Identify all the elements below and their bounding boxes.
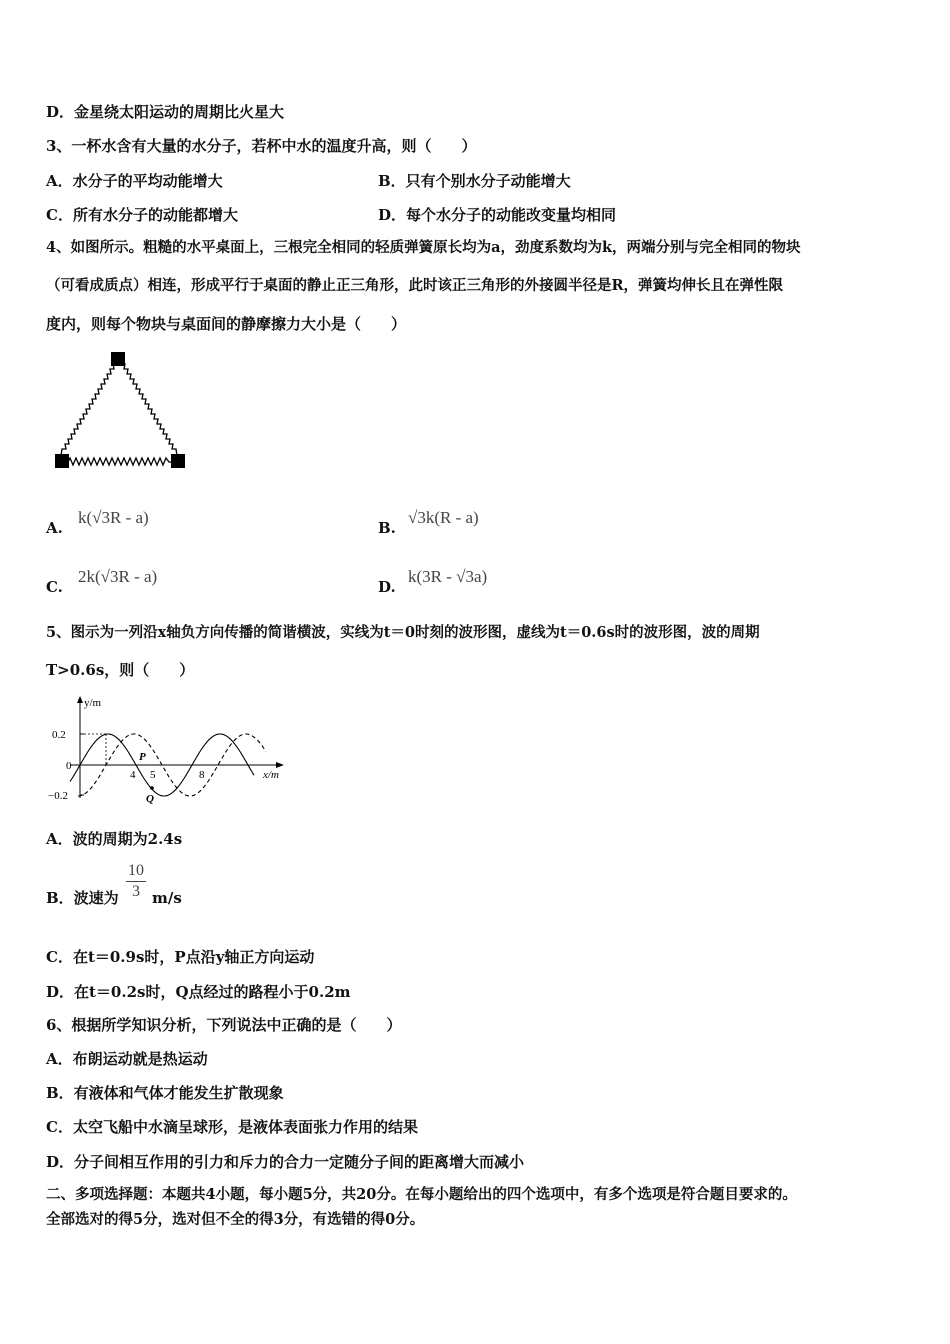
q2-option-d: D．金星绕太阳运动的周期比火星大 [46, 103, 285, 121]
left-block [55, 454, 69, 468]
q6-option-c: C．太空飞船中水滴呈球形，是液体表面张力作用的结果 [46, 1118, 418, 1136]
top-block [111, 352, 125, 366]
x-axis-arrow [276, 762, 284, 768]
q4-formula-a: k(√3R - a) [78, 508, 149, 527]
q5-option-a: A．波的周期为2.4s [46, 830, 183, 848]
q4-stem-line2: （可看成质点）相连，形成平行于桌面的静止正三角形，此时该正三角形的外接圆半径是R，弹簧均伸长且在弹性限 [46, 277, 784, 294]
q6-option-b: B．有液体和气体才能发生扩散现象 [46, 1084, 284, 1102]
point-q-label: Q [146, 793, 154, 805]
q4-stem-line3: 度内，则每个物块与桌面间的静摩擦力大小是（ ） [46, 315, 407, 333]
q4-label-a: A. [46, 519, 63, 537]
q4-label-b: B. [378, 519, 396, 537]
fraction-numerator: 10 [128, 862, 144, 879]
q4-formula-d: k(3R - √3a) [408, 567, 488, 586]
bottom-spring [62, 458, 176, 465]
wave-graph [44, 694, 294, 806]
point-q-marker [150, 786, 154, 790]
q5-option-b-fraction [124, 862, 148, 901]
section2-line1: 二、多项选择题：本题共4小题，每小题5分，共20分。在每小题给出的四个选项中，有多个选项是符合题目要求的。 [46, 1186, 797, 1203]
q4-stem-line1: 4、如图所示。粗糙的水平桌面上，三根完全相同的轻质弹簧原长均为a，劲度系数均为k，两端分别与完全相同的物块 [46, 239, 801, 256]
point-p-label: P [139, 751, 146, 763]
q3-stem: 3、一杯水含有大量的水分子，若杯中水的温度升高，则（ ） [46, 137, 477, 155]
y-axis-label: y/m [84, 697, 102, 709]
x-axis-label: x/m [263, 769, 279, 781]
right-spring [119, 360, 177, 456]
q3-option-a: A．水分子的平均动能增大 [46, 172, 223, 190]
q6-option-a: A．布朗运动就是热运动 [46, 1050, 208, 1068]
fraction-bar [126, 881, 146, 882]
q5-option-d: D．在t＝0.2s时，Q点经过的路程小于0.2m [46, 983, 351, 1001]
spring-triangle-figure [48, 348, 208, 478]
q5-option-b-prefix: B．波速为 [46, 889, 119, 907]
left-spring [61, 360, 119, 456]
y-tick-zero: 0 [66, 760, 72, 772]
q4-label-d: D. [378, 578, 396, 596]
q6-option-d: D．分子间相互作用的引力和斥力的合力一定随分子间的距离增大而减小 [46, 1153, 525, 1171]
q3-option-b: B．只有个别水分子动能增大 [378, 172, 571, 190]
section2-line2: 全部选对的得5分，选对但不全的得3分，有选错的得0分。 [46, 1211, 425, 1228]
y-tick-top: 0.2 [52, 729, 66, 741]
q3-option-d: D．每个水分子的动能改变量均相同 [378, 206, 617, 224]
q5-option-c: C．在t＝0.9s时，P点沿y轴正方向运动 [46, 948, 315, 966]
q5-stem-line2: T>0.6s，则（ ） [46, 661, 195, 679]
q4-label-c: C. [46, 578, 63, 596]
right-block [171, 454, 185, 468]
q5-option-b-unit: m/s [152, 889, 182, 907]
q4-formula-c: 2k(√3R - a) [78, 567, 158, 586]
x-tick-4: 4 [130, 769, 136, 781]
q5-stem-line1: 5、图示为一列沿x轴负方向传播的简谐横波，实线为t＝0时刻的波形图，虚线为t＝0.6s时的波形图，波的周期 [46, 624, 760, 641]
q4-formula-b: √3k(R - a) [408, 508, 479, 527]
fraction-denominator: 3 [132, 883, 140, 900]
x-tick-5: 5 [150, 769, 156, 781]
y-axis-arrow [77, 696, 83, 703]
x-tick-8: 8 [199, 769, 205, 781]
q6-stem: 6、根据所学知识分析，下列说法中正确的是（ ） [46, 1016, 402, 1034]
q3-option-c: C．所有水分子的动能都增大 [46, 206, 238, 224]
y-tick-bottom: −0.2 [48, 790, 68, 802]
